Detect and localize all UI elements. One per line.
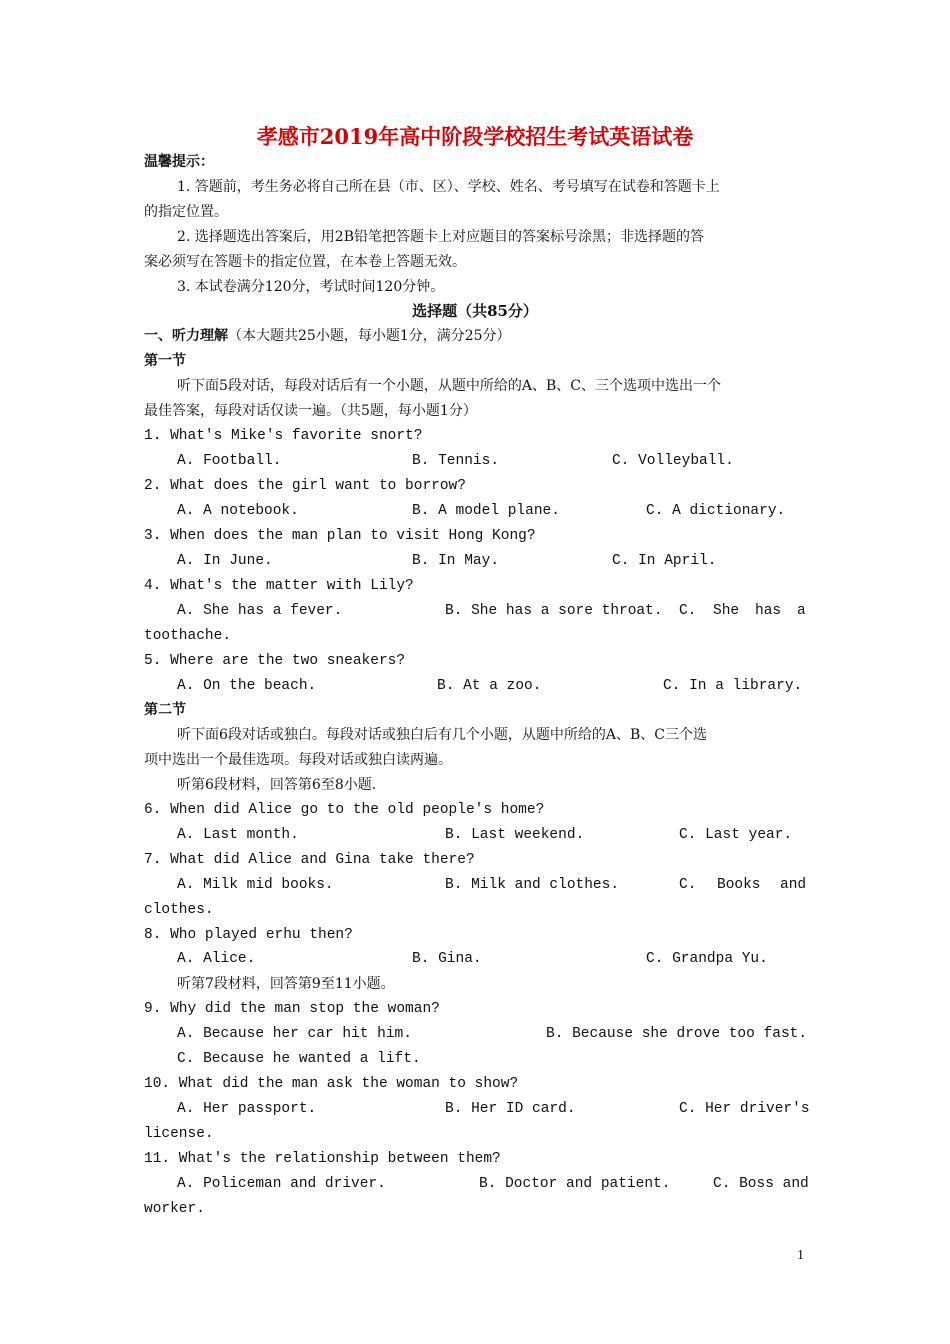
tip-1-line2: 的指定位置。 <box>144 204 228 220</box>
q10-stem: 10. What did the man ask the woman to show? <box>144 1076 519 1092</box>
q11-option-c-cont: worker. <box>144 1201 205 1217</box>
section-title: 选择题（共85分） <box>412 302 538 320</box>
exam-title: 孝感市2019年高中阶段学校招生考试英语试卷 <box>256 124 694 149</box>
sub1-instr-line1: 听下面5段对话，每段对话后有一个小题，从题中所给的A、B、C、三个选项中选出一个 <box>177 378 722 394</box>
q4-option-c-word1: She <box>713 603 740 619</box>
q11-option-c: C. Boss and <box>713 1176 809 1192</box>
tip-3: 3. 本试卷满分120分，考试时间120分钟。 <box>177 279 445 295</box>
q2-option-a: A. A notebook. <box>177 503 299 519</box>
q3-option-a: A. In June. <box>177 553 273 569</box>
tip-2-line2: 案必须写在答题卡的指定位置，在本卷上答题无效。 <box>144 254 466 270</box>
q4-option-c-word2: has <box>755 603 782 619</box>
q7-option-c-word2: and <box>780 877 807 893</box>
tip-2-line1: 2. 选择题选出答案后，用2B铅笔把答题卡上对应题目的答案标号涂黑；非选择题的答 <box>177 229 705 245</box>
material-6-note: 听第6段材料，回答第6至8小题. <box>177 777 377 793</box>
q11-option-b: B. Doctor and patient. <box>479 1176 671 1192</box>
q9-option-b: B. Because she drove too fast. <box>546 1026 808 1042</box>
q5-option-b: B. At a zoo. <box>437 678 542 694</box>
sub2-instr-line2: 项中选出一个最佳选项。每段对话或独白读两遍。 <box>144 752 452 768</box>
q8-option-c: C. Grandpa Yu. <box>646 951 768 967</box>
q3-stem: 3. When does the man plan to visit Hong Kong? <box>144 528 536 544</box>
q5-option-c: C. In a library. <box>663 678 803 694</box>
q7-option-c-word1: Books <box>717 877 761 893</box>
q7-stem: 7. What did Alice and Gina take there? <box>144 852 475 868</box>
q2-option-c: C. A dictionary. <box>646 503 786 519</box>
q6-option-b: B. Last weekend. <box>445 827 585 843</box>
q8-option-b: B. Gina. <box>412 951 482 967</box>
q4-option-c-label: C. <box>679 603 697 619</box>
q3-option-b: B. In May. <box>412 553 500 569</box>
q6-option-c: C. Last year. <box>679 827 793 843</box>
q7-option-c-label: C. <box>679 877 697 893</box>
sub2-heading: 第二节 <box>144 702 186 718</box>
q7-option-b: B. Milk and clothes. <box>445 877 620 893</box>
q4-option-b: B. She has a sore throat. <box>445 603 663 619</box>
q4-option-c-cont: toothache. <box>144 628 232 644</box>
q6-stem: 6. When did Alice go to the old people's home? <box>144 802 545 818</box>
q2-option-b: B. A model plane. <box>412 503 560 519</box>
q10-option-c-cont: license. <box>144 1126 214 1142</box>
q11-stem: 11. What's the relationship between them? <box>144 1151 501 1167</box>
tip-1-line1: 1. 答题前，考生务必将自己所在县（市、区）、学校、姓名、考号填写在试卷和答题卡上 <box>177 179 720 195</box>
sub2-instr-line1: 听下面6段对话或独白。每段对话或独白后有几个小题，从题中所给的A、B、C三个选 <box>177 727 708 743</box>
sub1-instr-line2: 最佳答案，每段对话仅读一遍。（共5题，每小题1分） <box>144 403 477 419</box>
tips-heading: 温馨提示： <box>144 154 214 170</box>
page-number: 1 <box>797 1248 804 1263</box>
q8-option-a: A. Alice. <box>177 951 256 967</box>
q1-option-b: B. Tennis. <box>412 453 500 469</box>
q5-stem: 5. Where are the two sneakers? <box>144 653 406 669</box>
q1-option-a: A. Football. <box>177 453 282 469</box>
q9-option-a: A. Because her car hit him. <box>177 1026 412 1042</box>
q1-option-c: C. Volleyball. <box>612 453 734 469</box>
q10-option-a: A. Her passport. <box>177 1101 317 1117</box>
q4-stem: 4. What's the matter with Lily? <box>144 578 414 594</box>
q6-option-a: A. Last month. <box>177 827 299 843</box>
q5-option-a: A. On the beach. <box>177 678 317 694</box>
q11-option-a: A. Policeman and driver. <box>177 1176 386 1192</box>
q4-option-a: A. She has a fever. <box>177 603 343 619</box>
part1-heading-line <box>144 327 511 345</box>
q7-option-c-cont: clothes. <box>144 902 214 918</box>
q7-option-a: A. Milk mid books. <box>177 877 334 893</box>
sub1-heading: 第一节 <box>144 353 186 369</box>
q1-stem: 1. What's Mike's favorite snort? <box>144 428 423 444</box>
q9-option-c: C. Because he wanted a lift. <box>177 1051 421 1067</box>
q10-option-b: B. Her ID card. <box>445 1101 576 1117</box>
q2-stem: 2. What does the girl want to borrow? <box>144 478 466 494</box>
q4-option-c-word3: a <box>797 603 806 619</box>
part1-heading: 一、听力理解 <box>144 328 228 344</box>
material-7-note: 听第7段材料，回答第9至11小题。 <box>177 976 395 992</box>
part1-heading-note: （本大题共25小题，每小题1分，满分25分） <box>228 328 511 344</box>
q8-stem: 8. Who played erhu then? <box>144 927 353 943</box>
q10-option-c: C. Her driver's <box>679 1101 810 1117</box>
q9-stem: 9. Why did the man stop the woman? <box>144 1001 440 1017</box>
q3-option-c: C. In April. <box>612 553 717 569</box>
